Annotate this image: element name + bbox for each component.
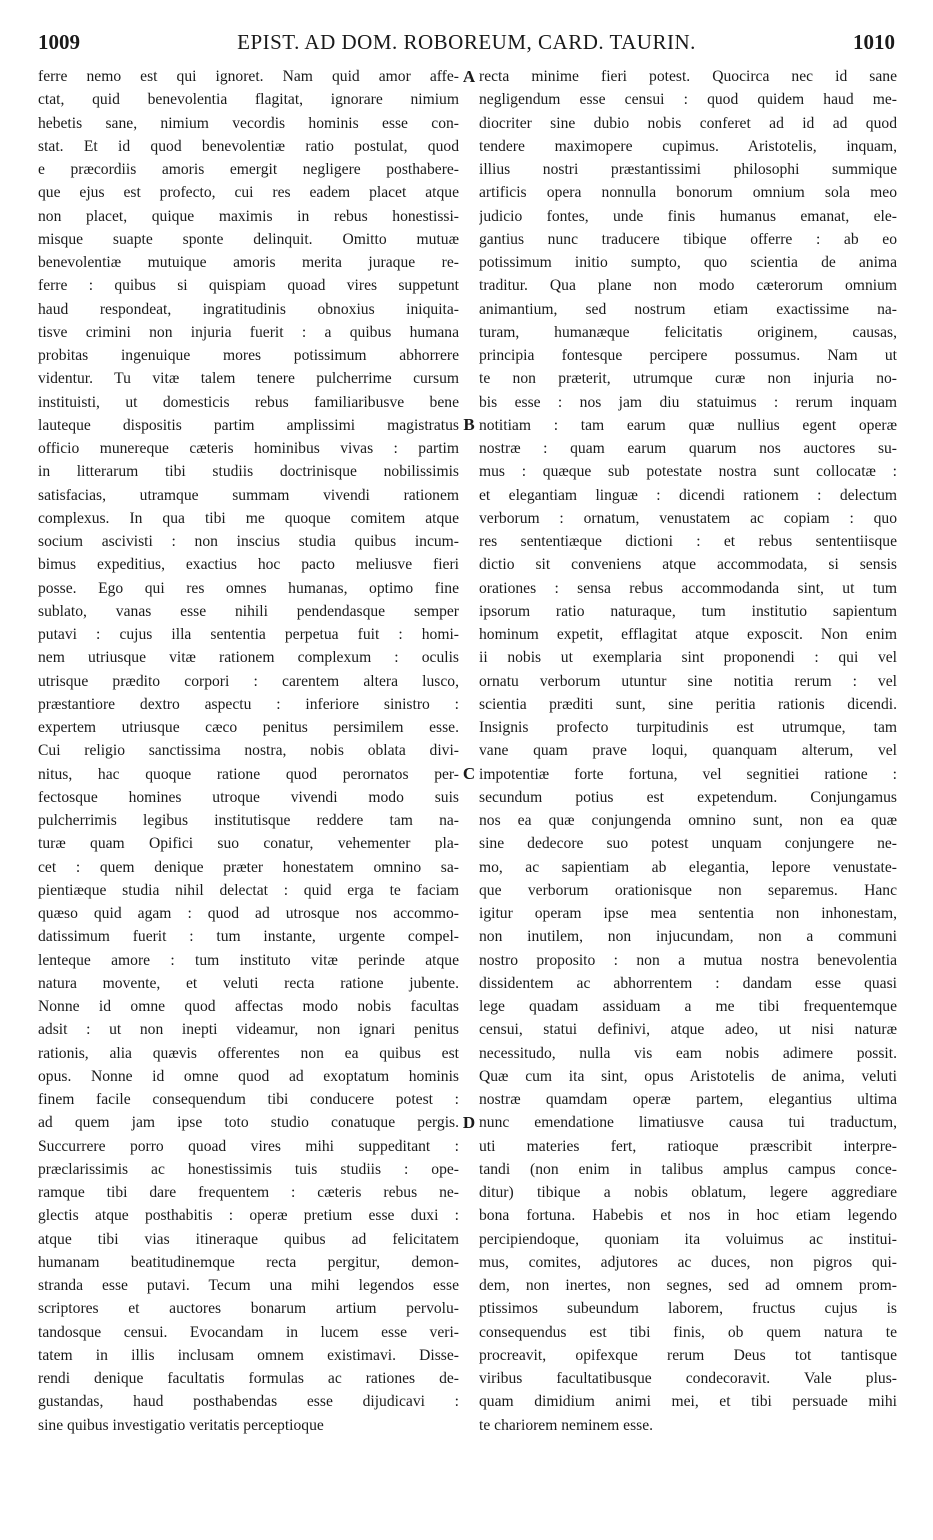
text-line: recta minime fieri potest. Quocirca nec id sane — [479, 68, 897, 85]
text-line: nem utriusque vitæ rationem complexum : oculis — [38, 649, 459, 667]
text-line: atque tibi vias itineraque quibus ad felicitatem — [38, 1230, 459, 1248]
right-column — [479, 65, 897, 1437]
text-line: haud respondeat, ingratitudinis obnoxius iniquita- — [38, 300, 459, 318]
text-line: dem, non inertes, non segnes, sed ad omnem prom- — [479, 1277, 897, 1294]
section-marker-a: A — [462, 67, 476, 86]
text-line: scriptores et auctores bonarum artium pervolu- — [38, 1300, 459, 1318]
text-line: quam dimidium animi mei, et tibi persuade mihi — [479, 1393, 897, 1411]
text-line: natura movente, et veluti recta ratione jubente. — [38, 974, 459, 992]
text-line: ditur) tibique a nobis oblatum, legere aggrediare — [479, 1184, 897, 1201]
section-marker-d: D — [462, 1113, 476, 1132]
text-line: viribus facultatibusque condecoravit. Vale plus- — [479, 1370, 897, 1387]
text-line: finem facile consequendum tibi conducere potest : — [38, 1091, 459, 1108]
text-line: Cui religio sanctissima nostra, nobis oblata divi- — [38, 742, 459, 760]
text-line: ipsorum ratio naturaque, tum institutio sapientum — [479, 602, 897, 620]
text-line: ornatu verborum utuntur sine notitia rerum : vel — [479, 672, 897, 690]
text-line: res sententiæque dictioni : et rebus sententiisque — [479, 533, 897, 550]
text-line: Succurrere porro quoad vires mihi suppeditant : — [38, 1137, 459, 1155]
text-line: consequendus est tibi finis, ob quem natura te — [479, 1323, 897, 1341]
text-line: instituisti, ut domesticis rebus familiaribusve bene — [38, 393, 459, 411]
text-line: in litterarum tibi studiis doctrinisque nobilissimis — [38, 463, 459, 481]
text-line: cet : quem denique præter honestatem omnino sa- — [38, 858, 459, 876]
text-line: secundum potius est expetendum. Conjungamus — [479, 788, 897, 806]
left-column — [38, 65, 459, 1437]
text-line: ii nobis ut exemplaria sint proponendi : qui vel — [479, 649, 897, 667]
page-number-left: 1009 — [38, 30, 80, 54]
text-line: tatem in illis inclusam omnem existimavi. Disse- — [38, 1346, 459, 1364]
text-line: pientiæque studia nihil delectat : quid erga te faciam — [38, 881, 459, 899]
text-line: potissimum initio sumpto, quo scientia de anima — [479, 254, 897, 271]
text-line: igitur operam ipse mea sententia non inhonestam, — [479, 905, 897, 922]
text-line: nostræ : quam earum quarum nos auctores su- — [479, 440, 897, 457]
section-marker-b: B — [463, 415, 475, 434]
text-line: datissimum fuerit : tum instante, urgente compel- — [38, 928, 459, 946]
text-line: e præcordiis amoris emergit negligere posthabere- — [38, 161, 459, 178]
text-line: ad quem jam ipse toto studio conatuque pergis. — [38, 1114, 459, 1132]
text-line: complexus. In qua tibi me quoque comitem atque — [38, 509, 459, 527]
text-line: ferre : quibus si quispiam quoad vires suppetunt — [38, 277, 459, 295]
text-line: nostro proposito : non a mutua nostra benevolentia — [479, 951, 897, 969]
text-line: bona fortuna. Habebis et nos in hoc etiam legendo — [479, 1207, 897, 1225]
text-line: rationis, alia quævis offerentes non ea quibus est — [38, 1044, 459, 1062]
page-number-right: 1010 — [853, 30, 895, 54]
text-line: satisfacias, utramque summam vivendi rationem — [38, 486, 459, 504]
text-line: nitus, hac quoque ratione quod perornatos per- — [38, 765, 459, 783]
text-line: Nonne id omne quod affectas modo nobis facultas — [38, 998, 459, 1015]
running-header — [0, 30, 933, 66]
text-line: tandosque censui. Evocandam in lucem esse veri- — [38, 1323, 459, 1341]
text-line: misque suapte sponte delinquit. Omitto mutuæ — [38, 230, 459, 248]
text-line: ramque tibi dare frequentem : cæteris rebus ne- — [38, 1184, 459, 1201]
text-line: traditur. Qua plane non modo cæterorum omnium — [479, 277, 897, 295]
text-line: glectis atque posthabitis : operæ pretium esse duxi : — [38, 1207, 459, 1225]
text-line: principia fontesque percipere possumus. Nam ut — [479, 347, 897, 364]
text-line: percipiendoque, quoniam ita voluimus ac institui- — [479, 1230, 897, 1248]
text-line: ferre nemo est qui ignoret. Nam quid amor affe- — [38, 68, 459, 85]
text-line: judicio fontes, unde finis humanus emanat, ele- — [479, 207, 897, 225]
text-line: hebetis sane, nimium vecordis hominis esse con- — [38, 114, 459, 132]
text-line: hominum expetit, efflagitat atque exposcit. Non enim — [479, 626, 897, 643]
text-line: turæ quam Opifici suo conatur, vehementer pla- — [38, 835, 459, 853]
text-line: non placet, quique maximis in rebus honestissi- — [38, 207, 459, 225]
text-line: mo, ac sapientiam ab elegantia, lepore venustate- — [479, 858, 897, 876]
text-line: quæso quid agam : quod ad utrosque nos accommo- — [38, 905, 459, 922]
text-line: impotentiæ forte fortuna, vel segnitiei ratione : — [479, 765, 897, 783]
text-line: que ejus est profecto, cui res eadem placet atque — [38, 184, 459, 202]
text-line: mus : quæque sub potestate nostra sunt collocatæ : — [479, 463, 897, 481]
text-line: uti materies fert, ratioque præscribit interpre- — [479, 1137, 897, 1155]
text-line: et elegantiam linguæ : dicendi rationem : delectum — [479, 486, 897, 504]
text-line: opus. Nonne id omne quod ad exoptatum hominis — [38, 1067, 459, 1085]
running-title: EPIST. AD DOM. ROBOREUM, CARD. TAURIN. — [237, 30, 696, 54]
text-line: vane quam prave loqui, quanquam alterum, vel — [479, 742, 897, 760]
text-line: stat. Et id quod benevolentiæ ratio postulat, quod — [38, 137, 459, 155]
text-line: probitas ingenuique mores potissimum abhorrere — [38, 347, 459, 364]
text-line: censui, statui definivi, atque adeo, ut nisi naturæ — [479, 1021, 897, 1039]
text-line: socium ascivisti : non inscius studia quibus incum- — [38, 533, 459, 550]
text-line: tisve crimini non injuria fuerit : a quibus humana — [38, 323, 459, 341]
text-line: sine dedecore suo potest unquam conjungere ne- — [479, 835, 897, 853]
text-line: necessitudo, nulla vis eam nobis adimere possit. — [479, 1044, 897, 1062]
text-line: procreavit, opifexque rerum Deus tot tantisque — [479, 1346, 897, 1364]
text-line: scientia præditi sunt, sine peritia rationis dicendi. — [479, 695, 897, 713]
text-line: dissidentem ac abhorrentem : dandam esse quasi — [479, 974, 897, 992]
text-line: diocriter sine dubio nobis conferet ad id ad quod — [479, 114, 897, 132]
text-line: utrisque prædito corpori : carentem altera lusco, — [38, 672, 459, 690]
text-line: nunc emendatione limatiusve causa tui traductum, — [479, 1114, 897, 1132]
text-line: fectosque homines utroque vivendi modo suis — [38, 788, 459, 806]
text-line: verborum : ornatum, venustatem ac copiam : quo — [479, 509, 897, 527]
text-line: tandi (non enim in talibus amplus campus conce- — [479, 1160, 897, 1178]
text-line: lenteque amore : tum instituto vitæ perinde atque — [38, 951, 459, 969]
text-line: præclarissimis ac honestissimis tuis studiis : ope- — [38, 1160, 459, 1178]
text-line: Quæ cum ita sint, opus Aristotelis de anima, veluti — [479, 1067, 897, 1085]
text-line: orationes : sensa rebus accommodanda sint, ut tum — [479, 579, 897, 597]
text-line: bis esse : nos jam diu statuimus : rerum inquam — [479, 393, 897, 411]
text-line: ptissimos subeundum laborem, fructus cujus is — [479, 1300, 897, 1318]
section-marker-c: C — [462, 764, 476, 783]
text-line: dictio sit conveniens atque accommodata, si sensis — [479, 556, 897, 574]
text-line: que verborum orationisque non separemus. Hanc — [479, 881, 897, 899]
text-line: sublato, vanas esse nihili pendendasque semper — [38, 602, 459, 620]
text-line: videntur. Tu vitæ talem tenere pulcherrime cursum — [38, 370, 459, 388]
text-line: nos ea quæ conjungenda omnino sunt, non ea quæ — [479, 812, 897, 829]
text-line: turam, humanæque felicitatis originem, causas, — [479, 323, 897, 341]
text-line: putavi : cujus illa sententia perpetua fuit : homi- — [38, 626, 459, 643]
text-line: gustandas, haud posthabendas esse dijudicavi : — [38, 1393, 459, 1411]
text-line: adsit : ut non inepti videamur, non ignari penitus — [38, 1021, 459, 1039]
text-line: sine quibus investigatio veritatis perceptioque — [38, 1416, 324, 1434]
text-line: negligendum esse censui : quod quidem haud me- — [479, 91, 897, 109]
text-line: te chariorem neminem esse. — [479, 1416, 654, 1434]
text-line: pulcherrimis legibus institutisque reddere tam na- — [38, 812, 459, 829]
text-line: expertem utriusque cæco penitus persimilem esse. — [38, 719, 459, 736]
text-line: officio munereque cæteris hominibus vivas : partim — [38, 440, 459, 457]
text-line: rendi denique facultatis formulas ac rationes de- — [38, 1370, 459, 1387]
text-line: benevolentiæ mutuique amoris merita juraque re- — [38, 254, 459, 271]
text-line: nostræ quamdam operæ partem, elegantius ultima — [479, 1091, 897, 1108]
text-line: bimus expeditius, exactius hoc pacto meliusve fieri — [38, 556, 459, 574]
text-line: mus, comites, adjutores ac duces, non pigros qui- — [479, 1253, 897, 1271]
text-line: præstantiore dextro aspectu : inferiore sinistro : — [38, 695, 459, 713]
text-line: stranda esse putavi. Tecum una mihi legendos esse — [38, 1277, 459, 1294]
text-line: Insignis profecto turpitudinis est utrumque, tam — [479, 719, 897, 736]
text-line: notitiam : tam earum quæ nullius egent operæ — [479, 416, 897, 434]
text-line: lege quadam assiduam a me tibi frequentemque — [479, 998, 897, 1015]
text-line: tendere maximopere cupimus. Aristotelis, inquam, — [479, 137, 897, 155]
text-line: non inutilem, non injucundam, non a communi — [479, 928, 897, 946]
text-line: posse. Ego qui res omnes humanas, optimo fine — [38, 579, 459, 597]
text-line: gantius nunc traducere tibique offerre : ab eo — [479, 230, 897, 248]
text-line: humanam beatitudinemque recta pergitur, demon- — [38, 1253, 459, 1271]
text-line: artificis opera nonnulla bonorum omnium sola meo — [479, 184, 897, 202]
text-line: te non præterit, utrumque curæ non injuria no- — [479, 370, 897, 388]
text-line: illius nostri præstantissimi philosophi summique — [479, 161, 897, 178]
text-line: lauteque dispositis partim amplissimi magistratus — [38, 416, 459, 434]
text-line: ctat, quid benevolentia flagitat, ignorare nimium — [38, 91, 459, 109]
text-line: animantium, sed nostrum etiam exactissime na- — [479, 300, 897, 318]
